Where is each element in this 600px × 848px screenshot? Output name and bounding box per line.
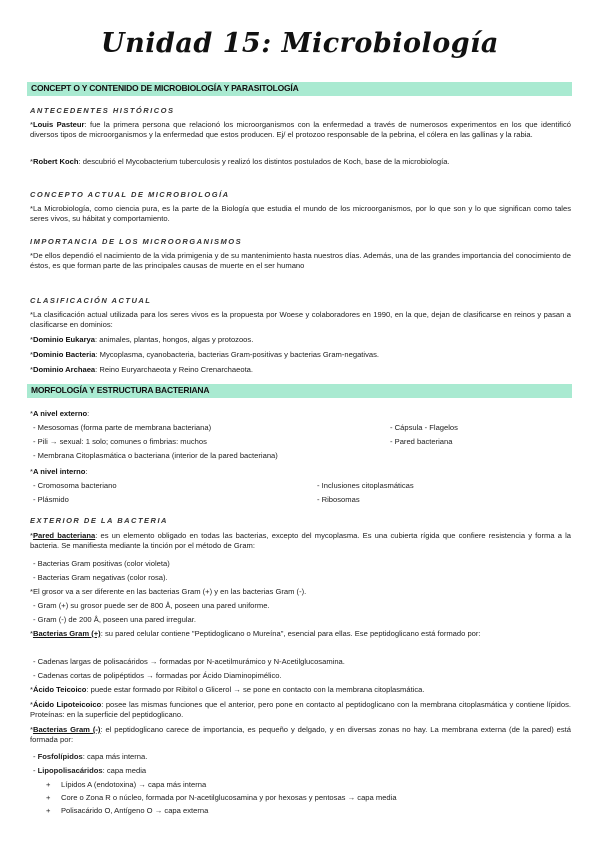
paragraph-archaea: *Dominio Archaea: Reino Euryarchaeota y Reino Crenarchaeota. <box>30 365 254 374</box>
term-archaea: Dominio Archaea <box>32 365 96 374</box>
term-eukarya: Dominio Eukarya <box>32 335 96 344</box>
section-header-concepto <box>27 82 572 96</box>
list-item: - Ribosomas <box>317 495 360 504</box>
term-nivel-externo: A nivel externo <box>32 409 88 418</box>
paragraph-pared: *Pared bacteriana: es un elemento obligado en todas las bacterias, excepto del mycoplasma. Es una cubierta rígida que confiere resistencia y forma a la bacteria. Se manifiesta mediante la tinción por el método de Gram: <box>30 531 571 551</box>
term-nivel-interno: A nivel interno <box>32 467 86 476</box>
term-gram-positivas: Bacterias Gram (+) <box>32 629 101 638</box>
list-item: - Membrana Citoplasmática o bacteriana (interior de la pared bacteriana) <box>33 451 278 460</box>
text-koch: : descubrió el Mycobacterium tuberculosis y realizó los distintos postulados de Koch, base de la microbiología. <box>78 157 450 166</box>
text-archaea: : Reino Euryarchaeota y Reino Crenarchaeota. <box>95 365 254 374</box>
section-header-morfologia <box>27 384 572 398</box>
text-teicoico: : puede estar formado por Ribitol o Glicerol → se pone en contacto con la membrana citoplasmática. <box>86 685 425 694</box>
paragraph-clasificacion: *La clasificación actual utilizada para los seres vivos es la propuesta por Woese y colaboradores en 1990, en la que, dejan de clasificarse en reinos y pasan a clasificarse en dominios: <box>30 310 571 330</box>
text-lps-item: Lípidos A (endotoxina) → capa más interna <box>60 780 207 789</box>
paragraph-eukarya: *Dominio Eukarya: animales, plantas, hongos, algas y protozoos. <box>30 335 254 344</box>
term-pared: Pared bacteriana <box>32 531 96 540</box>
text-grosor: El grosor va a ser diferente en las bacterias Gram (+) y en las bacterias Gram (-). <box>32 587 307 596</box>
term-teicoico: Ácido Teicoico <box>32 685 87 694</box>
list-item: - Cápsula - Flagelos <box>390 423 458 432</box>
list-item: - Inclusiones citoplasmáticas <box>317 481 414 490</box>
text-concepto: La Microbiología, como ciencia pura, es la parte de la Biología que estudia el mundo de los microorganismos, por lo que son y lo que significan como tales seres vivos, su hábitat y comportamiento. <box>30 204 571 224</box>
list-item-lipopolisacaridos: - Lipopolisacáridos: capa media <box>33 766 147 775</box>
paragraph-bacteria: *Dominio Bacteria: Mycoplasma, cyanobacteria, bacterias Gram-positivas y bacterias Gram-negativas. <box>30 350 380 359</box>
paragraph-koch: *Robert Koch: descubrió el Mycobacterium tuberculosis y realizó los distintos postulados de Koch, base de la microbiología. <box>30 157 450 166</box>
term-koch: Robert Koch <box>32 157 79 166</box>
list-item-fosfolipidos: - Fosfolípidos: capa más interna. <box>33 752 148 761</box>
list-item: - Cadenas largas de polisacáridos → formadas por N-acetilmurámico y N-Acetilglucosamina. <box>33 657 345 666</box>
subheading-antecedentes: ANTECEDENTES HISTÓRICOS <box>30 106 175 115</box>
label-nivel-interno: *A nivel interno: <box>30 467 88 476</box>
paragraph-teicoico: *Ácido Teicoico: puede estar formado por Ribitol o Glicerol → se pone en contacto con la membrana citoplasmática. <box>30 685 425 694</box>
list-item: + Lípidos A (endotoxina) → capa más interna <box>46 780 207 789</box>
subheading-concepto: CONCEPTO ACTUAL DE MICROBIOLOGÍA <box>30 190 230 199</box>
text-pasteur: : fue la primera persona que relacionó los microorganismos con la enfermedad a través de numerosos experimentos en los que identificó diversos tipos de microorganismos y la enfermedad que estos producen. Ej/ el protozoo responsable de la pebrina, el cólera en las gallinas y la rabia. <box>30 120 571 140</box>
term-gram-negativas: Bacterias Gram (-) <box>32 725 101 734</box>
list-item: - Gram (-) de 200 Å, poseen una pared irregular. <box>33 615 196 624</box>
term-lipopolisacaridos: Lipopolisacáridos <box>37 766 103 775</box>
section-header-label: CONCEPT O Y CONTENIDO DE MICROBIOLOGÍA Y PARASITOLOGÍA <box>31 83 299 93</box>
list-item: - Pared bacteriana <box>390 437 453 446</box>
text-fosfolipidos: : capa más interna. <box>82 752 148 761</box>
text-clasificacion: La clasificación actual utilizada para los seres vivos es la propuesta por Woese y colaboradores en 1990, en la que, dejan de clasificarse en reinos y pasan a clasificarse en dominios: <box>30 310 571 330</box>
list-item: - Cadenas cortas de polipéptidos → formadas por Ácido Diaminopimélico. <box>33 671 282 680</box>
term-fosfolipidos: Fosfolípidos <box>37 752 83 761</box>
text-bacteria: : Mycoplasma, cyanobacteria, bacterias Gram-positivas y bacterias Gram-negativas. <box>95 350 380 359</box>
list-item: - Plásmido <box>33 495 69 504</box>
paragraph-importancia: *De ellos dependió el nacimiento de la vida primigenia y de su mantenimiento hasta nuestros días. Además, una de las grandes importancia del conocimiento de éstos, es que forman parte de las principales causas de muerte en el ser humano <box>30 251 571 271</box>
label-nivel-externo: *A nivel externo: <box>30 409 90 418</box>
list-item: - Pili → sexual: 1 solo; comunes o fimbrias: muchos <box>33 437 207 446</box>
subheading-importancia: IMPORTANCIA DE LOS MICROORGANISMOS <box>30 237 243 246</box>
list-item: - Bacterias Gram negativas (color rosa). <box>33 573 168 582</box>
subheading-exterior: EXTERIOR DE LA BACTERIA <box>30 516 168 525</box>
list-item: - Bacterias Gram positivas (color violeta) <box>33 559 170 568</box>
text-lipoteicoico: : posee las mismas funciones que el anterior, pero pone en contacto al peptidoglicano con la membrana citoplasmática y contiene lípidos. Proteínas: en la superficie del peptidoglicano. <box>30 700 571 720</box>
text-pared: : es un elemento obligado en todas las bacterias, excepto del mycoplasma. Es una cubierta rígida que confiere resistencia y forma a la bacteria. Se manifiesta mediante la tinción por el método de Gram: <box>30 531 571 551</box>
text-gram-positivas: : su pared celular contiene "Peptidoglicano o Mureína", esencial para ellas. Ese peptidoglicano está formado por: <box>100 629 481 638</box>
subheading-clasificacion: CLASIFICACIÓN ACTUAL <box>30 296 152 305</box>
list-item: + Polisacárido O, Antígeno O → capa externa <box>46 806 209 815</box>
paragraph-pasteur: *Louis Pasteur: fue la primera persona que relacionó los microorganismos con la enfermedad a través de numerosos experimentos en los que identificó diversos tipos de microorganismos y la enfermedad que estos producen. Ej/ el protozoo responsable de la pebrina, el cólera en las gallinas y la rabia. <box>30 120 571 140</box>
list-item: - Cromosoma bacteriano <box>33 481 117 490</box>
page-title: Unidad 15: Microbiología <box>101 28 499 59</box>
text-importancia: De ellos dependió el nacimiento de la vida primigenia y de su mantenimiento hasta nuestros días. Además, una de las grandes importancia del conocimiento de éstos, es que forman parte de las principales causas de muerte en el ser humano <box>30 251 571 271</box>
term-bacteria: Dominio Bacteria <box>32 350 96 359</box>
list-item: - Mesosomas (forma parte de membrana bacteriana) <box>33 423 212 432</box>
text-lps-item: Core o Zona R o núcleo, formada por N-acetilglucosamina y por hexosas y pentosas → capa media <box>60 793 397 802</box>
text-gram-negativas: : el peptidoglicano carece de importancia, es pequeño y delgado, y en diversas zonas no hay. La membrana externa (de la pared) está formada por: <box>30 725 571 745</box>
paragraph-concepto: *La Microbiología, como ciencia pura, es la parte de la Biología que estudia el mundo de los microorganismos, por lo que son y lo que significan como tales seres vivos, su hábitat y comportamiento. <box>30 204 571 224</box>
paragraph-gram-positivas: *Bacterias Gram (+): su pared celular contiene "Peptidoglicano o Mureína", esencial para ellas. Ese peptidoglicano está formado por: <box>30 629 481 638</box>
paragraph-gram-negativas: *Bacterias Gram (-): el peptidoglicano carece de importancia, es pequeño y delgado, y en diversas zonas no hay. La membrana externa (de la pared) está formada por: <box>30 725 571 745</box>
paragraph-grosor: *El grosor va a ser diferente en las bacterias Gram (+) y en las bacterias Gram (-). <box>30 587 307 596</box>
text-lipopolisacaridos: : capa media <box>102 766 147 775</box>
term-lipoteicoico: Ácido Lipoteicoico <box>32 700 102 709</box>
list-item: - Gram (+) su grosor puede ser de 800 Å, poseen una pared uniforme. <box>33 601 270 610</box>
text-eukarya: : animales, plantas, hongos, algas y protozoos. <box>95 335 254 344</box>
term-pasteur: Louis Pasteur <box>32 120 85 129</box>
section-header-label: MORFOLOGÍA Y ESTRUCTURA BACTERIANA <box>31 385 210 395</box>
text-lps-item: Polisacárido O, Antígeno O → capa externa <box>60 806 209 815</box>
paragraph-lipoteicoico: *Ácido Lipoteicoico: posee las mismas funciones que el anterior, pero pone en contacto al peptidoglicano con la membrana citoplasmática y contiene lípidos. Proteínas: en la superficie del peptidoglicano. <box>30 700 571 720</box>
list-item: + Core o Zona R o núcleo, formada por N-acetilglucosamina y por hexosas y pentosas → capa media <box>46 793 397 802</box>
